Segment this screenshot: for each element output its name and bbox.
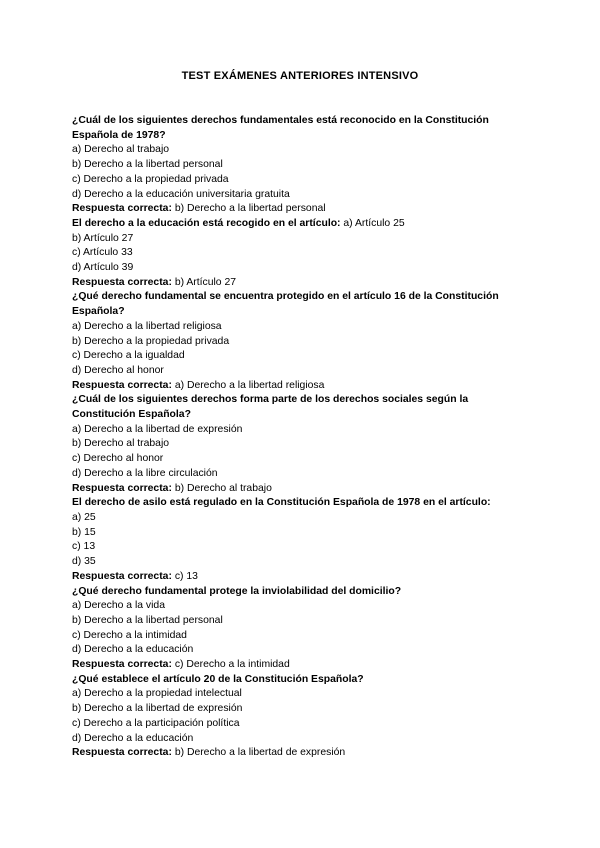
answer-value: c) Derecho a la intimidad: [174, 659, 290, 671]
option-a: a) Derecho a la propiedad intelectual: [72, 688, 242, 700]
answer-label: Respuesta correcta:: [72, 276, 172, 288]
question-block: [72, 496, 532, 584]
answer-label: Respuesta correcta:: [72, 747, 172, 759]
option-a: a) 25: [72, 511, 96, 523]
page-title: TEST EXÁMENES ANTERIORES INTENSIVO: [181, 70, 419, 82]
option-c: c) Derecho al honor: [72, 453, 164, 465]
question-text: ¿Qué derecho fundamental protege la inviolabilidad del domicilio?: [72, 585, 402, 597]
question-block: [72, 673, 532, 761]
question-block: [72, 290, 532, 393]
option-d: d) Derecho a la educación: [72, 732, 194, 744]
answer-label: Respuesta correcta:: [72, 659, 172, 671]
question-list: [72, 114, 532, 761]
question-block: [72, 393, 532, 496]
option-b: b) 15: [72, 526, 96, 538]
question-block: [72, 114, 532, 217]
option-a: a) Derecho a la libertad de expresión: [72, 423, 243, 435]
option-b: b) Derecho a la libertad de expresión: [72, 703, 243, 715]
option-a: a) Derecho a la vida: [72, 600, 165, 612]
answer-value: b) Derecho a la libertad personal: [174, 203, 326, 215]
correct-answer: [72, 482, 532, 497]
correct-answer: [72, 658, 532, 673]
correct-answer: [72, 746, 532, 761]
question-text: El derecho a la educación está recogido en el artículo:: [72, 217, 341, 229]
option-a: a) Derecho al trabajo: [72, 144, 170, 156]
option-b: b) Derecho a la libertad personal: [72, 614, 223, 626]
question-text: El derecho de asilo está regulado en la Constitución Española de 1978 en el artículo:: [72, 497, 491, 509]
option-d: d) Derecho a la educación universitaria gratuita: [72, 188, 290, 200]
correct-answer: [72, 276, 532, 291]
question-text: ¿Cuál de los siguientes derechos forma parte de los derechos sociales según la Constitución Española?: [72, 394, 469, 421]
option-b: b) Derecho al trabajo: [72, 438, 170, 450]
answer-value: a) Derecho a la libertad religiosa: [174, 379, 325, 391]
question-text: ¿Cuál de los siguientes derechos fundamentales está reconocido en la Constitución Española de 1978?: [72, 115, 489, 141]
option-a: a) Derecho a la libertad religiosa: [72, 320, 222, 332]
answer-value: b) Derecho al trabajo: [174, 482, 272, 494]
option-c: c) Derecho a la intimidad: [72, 629, 187, 641]
question-text: ¿Qué establece el artículo 20 de la Constitución Española?: [72, 673, 364, 685]
correct-answer: [72, 570, 532, 585]
option-c: c) Derecho a la participación política: [72, 717, 240, 729]
answer-value: b) Artículo 27: [174, 276, 237, 288]
question-block: [72, 585, 532, 673]
question-text: ¿Qué derecho fundamental se encuentra protegido en el artículo 16 de la Constitución Española?: [72, 291, 499, 318]
option-a: a) Artículo 25: [343, 217, 405, 229]
option-d: d) Artículo 39: [72, 262, 134, 274]
option-d: d) Derecho a la libre circulación: [72, 467, 218, 479]
answer-value: c) 13: [174, 570, 198, 582]
option-d: d) Derecho al honor: [72, 364, 164, 376]
option-d: d) 35: [72, 556, 96, 568]
option-c: c) Derecho a la propiedad privada: [72, 173, 229, 185]
correct-answer: [72, 202, 532, 217]
question-block: [72, 217, 532, 291]
answer-value: b) Derecho a la libertad de expresión: [174, 747, 346, 759]
answer-label: Respuesta correcta:: [72, 203, 172, 215]
option-b: b) Derecho a la propiedad privada: [72, 335, 230, 347]
option-b: b) Derecho a la libertad personal: [72, 159, 223, 171]
option-c: c) Derecho a la igualdad: [72, 350, 185, 362]
answer-label: Respuesta correcta:: [72, 482, 172, 494]
option-c: c) Artículo 33: [72, 247, 133, 259]
option-c: c) 13: [72, 541, 96, 553]
correct-answer: [72, 379, 532, 394]
option-b: b) Artículo 27: [72, 232, 134, 244]
answer-label: Respuesta correcta:: [72, 570, 172, 582]
option-d: d) Derecho a la educación: [72, 644, 194, 656]
answer-label: Respuesta correcta:: [72, 379, 172, 391]
